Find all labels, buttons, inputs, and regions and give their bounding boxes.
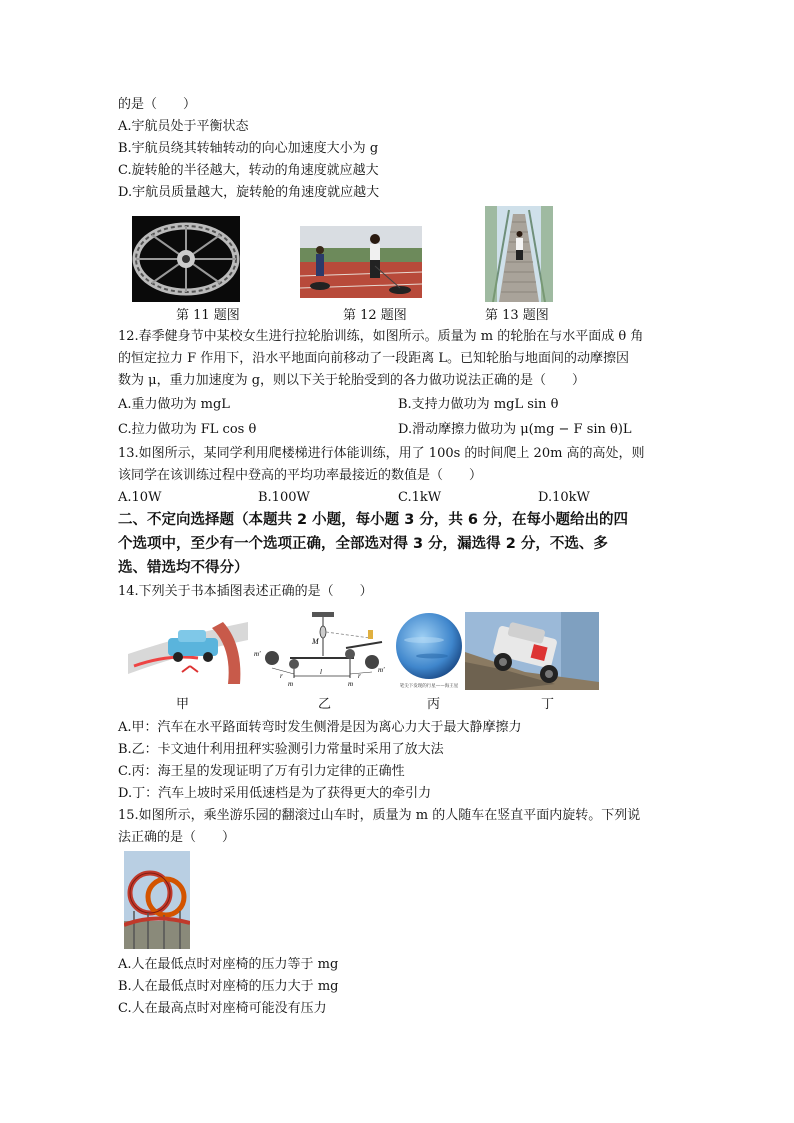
fig-jia-label: 甲 bbox=[176, 697, 190, 712]
q12-line2: 的恒定拉力 F 作用下，沿水平地面向前移动了一段距离 L。已知轮胎与地面间的动摩擦因 bbox=[118, 351, 630, 366]
q12-option-c: C.拉力做功为 FL cos θ bbox=[118, 422, 257, 437]
q12-option-b: B.支持力做功为 mgL sin θ bbox=[398, 397, 559, 412]
fig-yi-label: 乙 bbox=[318, 697, 332, 712]
q15-option-a: A.人在最低点时对座椅的压力等于 mg bbox=[118, 957, 339, 972]
q15-line1: 15.如图所示，乘坐游乐园的翻滚过山车时，质量为 m 的人随车在竖直平面内旋转。下列说 bbox=[118, 808, 641, 823]
fig12-caption: 第 12 题图 bbox=[343, 308, 407, 323]
label-m-right: m bbox=[348, 680, 354, 688]
fig-bing-label: 丙 bbox=[427, 697, 441, 712]
fig-ding-label: 丁 bbox=[541, 697, 555, 712]
label-r-left: r bbox=[280, 672, 283, 680]
section2-line1: 二、不定向选择题（本题共 2 小题，每小题 3 分，共 6 分，在每小题给出的四 bbox=[118, 512, 629, 528]
q11-option-a: A.宇航员处于平衡状态 bbox=[118, 119, 249, 134]
q14-option-d: D.丁：汽车上坡时采用低速档是为了获得更大的牵引力 bbox=[118, 786, 432, 801]
offroad-car-figure bbox=[465, 612, 599, 690]
q13-option-a: A.10W bbox=[118, 490, 162, 505]
q15-option-c: C.人在最高点时对座椅可能没有压力 bbox=[118, 1001, 327, 1016]
q11-option-b: B.宇航员绕其转轴转动的向心加速度大小为 g bbox=[118, 141, 379, 156]
q14-option-b: B.乙：卡文迪什利用扭秤实验测引力常量时采用了放大法 bbox=[118, 742, 444, 757]
fig13-caption: 第 13 题图 bbox=[485, 308, 549, 323]
label-r-right: r bbox=[358, 672, 361, 680]
fig11-caption: 第 11 题图 bbox=[176, 308, 240, 323]
q13-option-d: D.10kW bbox=[538, 490, 590, 505]
stair-climbing-figure bbox=[485, 206, 553, 302]
car-skid-figure bbox=[128, 614, 248, 684]
label-m-left: m bbox=[288, 680, 294, 688]
q13-line2: 该同学在该训练过程中登高的平均功率最接近的数值是（ ） bbox=[118, 468, 483, 483]
section2-line3: 选、错选均不得分） bbox=[118, 560, 249, 576]
label-m-prime-left: m' bbox=[254, 650, 261, 658]
section2-line2: 个选项中，至少有一个选项正确，全部选对得 3 分，漏选得 2 分，不选、多 bbox=[118, 536, 608, 552]
space-station-figure bbox=[132, 216, 240, 302]
q11-stem-tail: 的是（ ） bbox=[118, 97, 197, 112]
q15-line2: 法正确的是（ ） bbox=[118, 830, 236, 845]
q11-option-c: C.旋转舱的半径越大，转动的角速度就应越大 bbox=[118, 163, 379, 178]
q11-option-d: D.宇航员质量越大，旋转舱的角速度就应越大 bbox=[118, 185, 380, 200]
tire-pulling-figure bbox=[300, 226, 422, 298]
q13-option-c: C.1kW bbox=[398, 490, 442, 505]
label-l: l bbox=[320, 668, 322, 676]
torsion-balance-figure bbox=[250, 612, 390, 690]
label-M: M bbox=[312, 637, 319, 646]
neptune-figure bbox=[394, 612, 464, 690]
label-m-prime-right: m' bbox=[378, 666, 385, 674]
q13-line1: 13.如图所示，某同学利用爬楼梯进行体能训练，用了 100s 的时间爬上 20m 高的高处，则 bbox=[118, 446, 645, 461]
neptune-caption: 笔尖下发现的行星——海王星 bbox=[399, 684, 459, 689]
q14-option-a: A.甲：汽车在水平路面转弯时发生侧滑是因为离心力大于最大静摩擦力 bbox=[118, 720, 522, 735]
q13-option-b: B.100W bbox=[258, 490, 310, 505]
q12-line3: 数为 μ，重力加速度为 g，则以下关于轮胎受到的各力做功说法正确的是（ ） bbox=[118, 373, 586, 388]
q12-option-d: D.滑动摩擦力做功为 μ(mg − F sin θ)L bbox=[398, 422, 632, 437]
q12-line1: 12.春季健身节中某校女生进行拉轮胎训练，如图所示。质量为 m 的轮胎在与水平面成 θ 角 bbox=[118, 329, 644, 344]
q12-option-a: A.重力做功为 mgL bbox=[118, 397, 230, 412]
roller-coaster-figure bbox=[124, 851, 190, 949]
q15-option-b: B.人在最低点时对座椅的压力大于 mg bbox=[118, 979, 339, 994]
q14-stem: 14.下列关于书本插图表述正确的是（ ） bbox=[118, 584, 373, 599]
q14-option-c: C.丙：海王星的发现证明了万有引力定律的正确性 bbox=[118, 764, 405, 779]
